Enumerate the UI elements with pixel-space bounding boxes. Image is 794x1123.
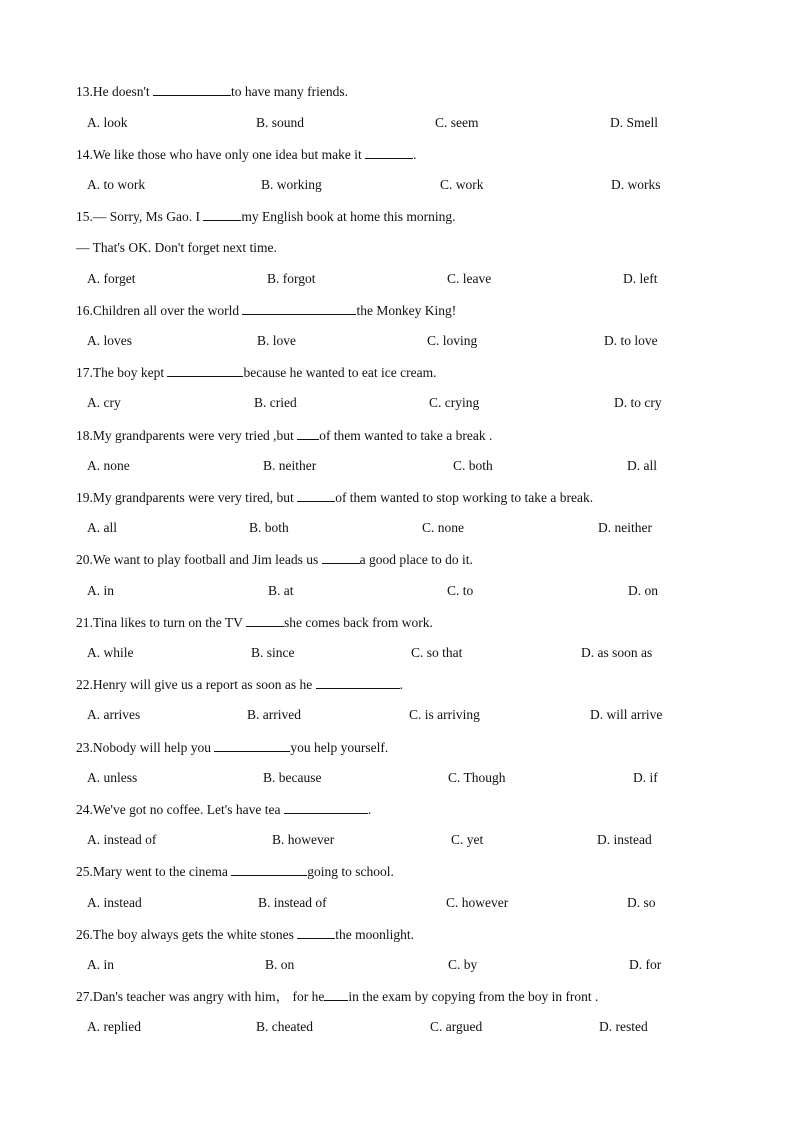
options-row-27 [0,1018,794,1036]
question-tail: you help yourself. [290,740,389,755]
question-14 [76,145,416,164]
option-b[interactable]: B. both [249,520,289,535]
option-a[interactable]: A. all [87,520,117,535]
option-d[interactable]: D. for [629,957,662,972]
answer-blank[interactable] [242,301,356,315]
option-c[interactable]: C. both [453,458,493,473]
answer-blank[interactable] [297,426,319,440]
option-d[interactable]: D. left [623,271,658,286]
question-lead: 26.The boy always gets the white stones [76,927,298,942]
answer-blank[interactable] [203,207,241,221]
question-20 [76,550,473,569]
option-a[interactable]: A. cry [87,395,121,410]
question-27 [76,987,598,1006]
question-tail: going to school. [307,864,394,879]
question-lead: 19.My grandparents were very tired, but [76,490,298,505]
option-a[interactable]: A. look [87,115,128,130]
option-b[interactable]: B. arrived [247,707,301,722]
question-16 [76,301,456,320]
option-d[interactable]: D. so [627,895,656,910]
question-23 [76,738,388,757]
option-d[interactable]: D. to cry [614,395,662,410]
question-reply: — That's OK. Don't forget next time. [76,240,277,255]
question-tail: the Monkey King! [356,303,457,318]
option-d[interactable]: D. to love [604,333,658,348]
question-lead: 13.He doesn't [76,84,154,99]
answer-blank[interactable] [246,613,284,627]
option-a[interactable]: A. in [87,957,114,972]
option-b[interactable]: B. working [261,177,322,192]
option-a[interactable]: A. replied [87,1019,141,1034]
answer-blank[interactable] [297,925,335,939]
option-d[interactable]: D. neither [598,520,652,535]
options-row-21 [0,644,794,662]
option-b[interactable]: B. sound [256,115,305,130]
question-15 [76,207,456,257]
options-row-25 [0,894,794,912]
question-tail: of them wanted to stop working to take a break. [335,490,594,505]
question-lead: 14.We like those who have only one idea but make it [76,147,366,162]
option-c[interactable]: C. so that [411,645,463,660]
question-tail: my English book at home this morning. [241,209,456,224]
option-a[interactable]: A. to work [87,177,146,192]
option-c[interactable]: C. argued [430,1019,483,1034]
options-row-23 [0,769,794,787]
option-b[interactable]: B. forgot [267,271,316,286]
question-tail: of them wanted to take a break . [319,428,493,443]
option-c[interactable]: C. is arriving [409,707,480,722]
options-row-26 [0,956,794,974]
answer-blank[interactable] [231,862,307,876]
options-row-15 [0,270,794,288]
question-lead: 24.We've got no coffee. Let's have tea [76,802,284,817]
answer-blank[interactable] [214,738,290,752]
options-row-24 [0,831,794,849]
option-c[interactable]: C. loving [427,333,478,348]
question-lead: 15.— Sorry, Ms Gao. I [76,209,204,224]
question-lead: 27.Dan's teacher was angry with him， for he [76,989,325,1004]
option-d[interactable]: D. on [628,583,658,598]
answer-blank[interactable] [322,550,360,564]
options-row-22 [0,706,794,724]
answer-blank[interactable] [153,82,231,96]
question-tail: a good place to do it. [359,552,473,567]
question-lead: 22.Henry will give us a report as soon as he [76,677,316,692]
option-d[interactable]: D. Smell [610,115,659,130]
answer-blank[interactable] [316,675,400,689]
option-c[interactable]: C. to [447,583,474,598]
answer-blank[interactable] [324,987,348,1001]
option-b[interactable]: B. because [263,770,322,785]
option-b[interactable]: B. instead of [258,895,327,910]
option-c[interactable]: C. however [446,895,509,910]
option-b[interactable]: B. love [257,333,296,348]
options-row-16 [0,332,794,350]
option-b[interactable]: B. cried [254,395,297,410]
option-c[interactable]: C. leave [447,271,492,286]
option-c[interactable]: C. none [422,520,464,535]
option-a[interactable]: A. arrives [87,707,141,722]
question-lead: 16.Children all over the world [76,303,243,318]
answer-blank[interactable] [284,800,368,814]
question-lead: 17.The boy kept [76,365,168,380]
option-d[interactable]: D. will arrive [590,707,663,722]
option-c[interactable]: C. work [440,177,484,192]
question-19 [76,488,593,507]
question-lead: 20.We want to play football and Jim leads us [76,552,322,567]
option-a[interactable]: A. instead [87,895,142,910]
question-17 [76,363,437,382]
option-d[interactable]: D. if [633,770,658,785]
option-b[interactable]: B. on [265,957,295,972]
option-a[interactable]: A. none [87,458,130,473]
options-row-13 [0,114,794,132]
question-tail: she comes back from work. [284,615,433,630]
option-c[interactable]: C. by [448,957,478,972]
option-d[interactable]: D. as soon as [581,645,653,660]
question-26 [76,925,414,944]
option-a[interactable]: A. forget [87,271,136,286]
question-18 [76,426,492,445]
question-25 [76,862,394,881]
option-b[interactable]: B. however [272,832,335,847]
question-tail: to have many friends. [231,84,349,99]
question-line [76,207,456,226]
option-b[interactable]: B. neither [263,458,317,473]
question-tail: . [367,802,372,817]
question-22 [76,675,403,694]
option-a[interactable]: A. in [87,583,114,598]
question-24 [76,800,371,819]
question-lead: 18.My grandparents were very tried ,but [76,428,298,443]
question-lead: 21.Tina likes to turn on the TV [76,615,247,630]
option-a[interactable]: A. loves [87,333,132,348]
question-lead: 23.Nobody will help you [76,740,215,755]
option-c[interactable]: C. seem [435,115,479,130]
question-lead: 25.Mary went to the cinema [76,864,232,879]
question-tail: . [399,677,403,692]
answer-blank[interactable] [365,145,413,159]
question-tail: . [413,147,417,162]
options-row-14 [0,176,794,194]
question-tail: because he wanted to eat ice cream. [243,365,437,380]
options-row-18 [0,457,794,475]
question-tail: in the exam by copying from the boy in front . [348,989,599,1004]
question-13 [76,82,348,101]
option-c[interactable]: C. yet [451,832,484,847]
option-c[interactable]: C. crying [429,395,480,410]
option-a[interactable]: A. unless [87,770,138,785]
option-b[interactable]: B. since [251,645,295,660]
option-d[interactable]: D. works [611,177,661,192]
answer-blank[interactable] [167,363,243,377]
answer-blank[interactable] [297,488,335,502]
options-row-19 [0,519,794,537]
option-b[interactable]: B. cheated [256,1019,313,1034]
option-c[interactable]: C. Though [448,770,506,785]
option-d[interactable]: D. all [627,458,657,473]
option-b[interactable]: B. at [268,583,294,598]
option-a[interactable]: A. instead of [87,832,157,847]
option-d[interactable]: D. instead [597,832,652,847]
question-tail: the moonlight. [335,927,414,942]
question-21 [76,613,433,632]
option-d[interactable]: D. rested [599,1019,648,1034]
option-a[interactable]: A. while [87,645,134,660]
options-row-17 [0,394,794,412]
options-row-20 [0,582,794,600]
